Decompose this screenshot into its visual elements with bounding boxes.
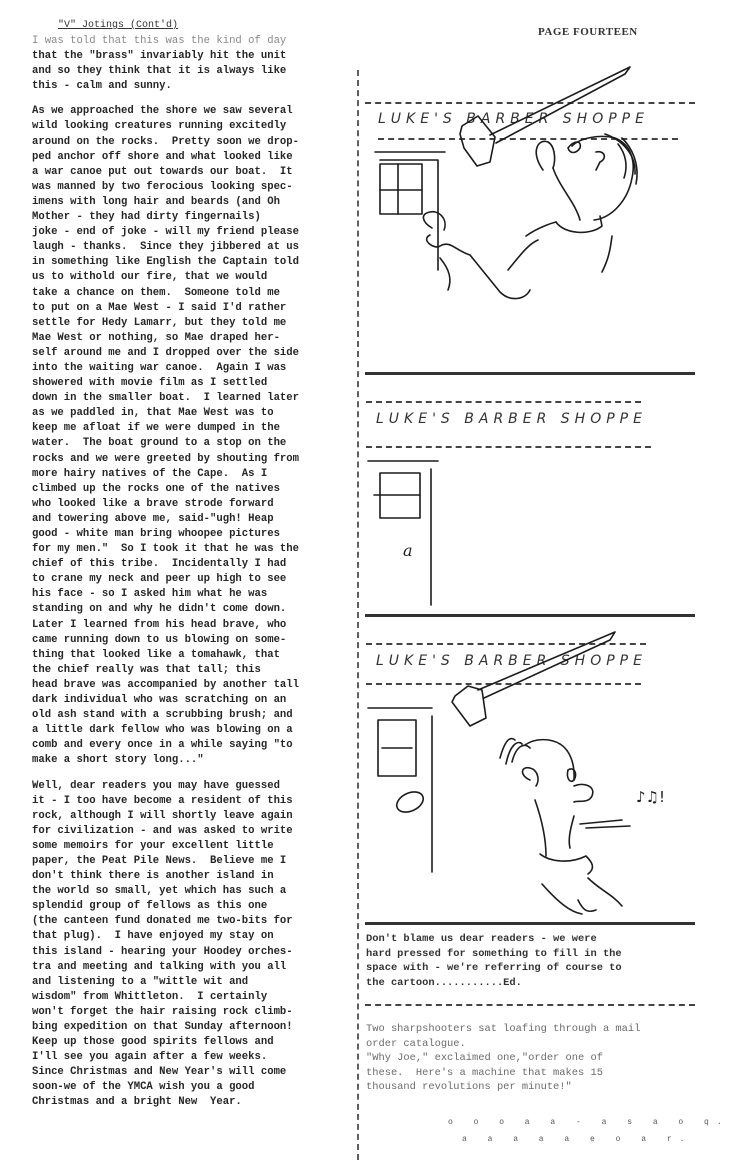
text-line: to put on a Mae West - I said I'd rather [32,301,287,314]
axe-head [452,686,486,726]
text-line: water. The boat ground to a stop on the [32,437,287,450]
text-line: imens with long hair and beards (and Oh [32,195,280,208]
text-line: into the waiting war canoe. Again I was [32,361,287,374]
window [380,164,422,214]
text-line: that the "brass" invariably hit the unit [32,50,287,63]
text-line: climbed up the rocks one of the natives [32,482,280,495]
text-line: head brave was accompanied by another tall [32,678,300,691]
text-line: the chief really was that tall; this [32,663,261,676]
text-line: Christmas and a bright New Year. [32,1096,242,1109]
text-line: some memoirs for your excellent little [32,839,274,852]
ornament-row-2: a a a a a e o a r. [462,1135,693,1144]
text-line: that plug). I have enjoyed my stay on [32,930,274,943]
text-line: Mother - they had dirty fingernails) [32,211,261,224]
text-line: order catalogue. [366,1037,466,1050]
note-separator [365,1004,695,1006]
arm [427,235,530,299]
text-line: the cartoon...........Ed. [366,976,522,989]
text-line: came running down to us blowing on some- [32,633,287,646]
nose [596,152,604,170]
axe-handle [478,632,615,698]
text-line: old ash stand with a scrubbing brush; and [32,709,293,722]
text-line: dark individual who was scratching on an [32,694,287,707]
ear [536,141,554,170]
text-line: comb and every once in a while saying "to [32,739,293,752]
text-line: splendid group of fellows as this one [32,900,268,913]
text-line: make a short story long..." [32,754,204,767]
text-line: Since Christmas and New Year's will come [32,1066,287,1079]
text-line: around on the rocks. Pretty soon we drop- [32,135,300,148]
cartoon-3-drawing [360,640,705,920]
text-line: us to withold our fire, that we would [32,271,268,284]
text-line: keep me afloat if we were dumped in the [32,422,280,435]
text-line: Don't blame us dear readers - we were [366,933,597,945]
text-line: laugh - thanks. Since they jibbered at us [32,241,300,254]
text-line: and listening to a "wittle wit and [32,975,249,988]
text-line: in something like English the Captain told [32,256,300,269]
text-line: settle for Hedy Lamarr, but they told me [32,316,287,329]
text-line: bing expedition on that Sunday afternoon! [32,1021,293,1033]
shirt [542,878,622,914]
cartoon-1-drawing [360,140,705,370]
article-column [32,34,354,1121]
text-line: for my men." So I took it that he was the [32,543,300,556]
text-line: "Why Joe," exclaimed one,"order one of [366,1052,603,1065]
text-line: a war canoe put out towards our boat. It [32,165,293,178]
door-knob-letter: a [403,541,413,560]
cartoon-1-sign: LUKE'S BARBER SHOPPE [378,111,649,127]
text-line: As we approached the shore we saw several [32,105,293,118]
axe-handle [490,67,630,143]
text-line: for civilization - and was asked to write [32,824,293,837]
text-line: it - I too have become a resident of this [32,794,293,807]
text-line: won't forget the hair raising rock climb- [32,1005,293,1018]
text-line: who looked like a brave strode forward [32,497,274,510]
article-paragraph-1 [32,34,354,94]
text-line: wild looking creatures running excitedly [32,120,287,133]
door-knob [394,788,427,816]
text-line: Well, dear readers you may have guessed [32,779,280,792]
cartoon-2-sign: LUKE'S BARBER SHOPPE [376,411,647,427]
cartoon-3-sign: LUKE'S BARBER SHOPPE [376,653,647,669]
sign-top-line [365,102,695,104]
cartoon-separator [365,372,695,375]
text-line: paper, the Peat Pile News. Believe me I [32,854,287,867]
text-line: tra and meeting and talking with you all [32,960,287,973]
hand [423,212,445,230]
text-line: joke - end of joke - will my friend please [32,226,300,239]
text-line: thousand revolutions per minute!" [366,1081,572,1094]
cartoon-2-drawing [360,455,705,605]
text-line: and towering above me, said-"ugh! Heap [32,512,274,525]
collar [540,854,592,874]
neck [535,800,574,856]
editor-note [366,932,622,990]
sleeve [440,258,450,290]
text-line: to crane my neck and peer up high to see [32,573,287,586]
text-line: Mae West or nothing, so Mae draped her- [32,331,280,344]
music-notes: ♪♫! [636,788,666,806]
page-number: PAGE FOURTEEN [538,26,638,38]
text-line: space with - we're referring of course to [366,962,622,975]
joke [366,1022,640,1095]
text-line: showered with movie film as I settled [32,377,268,390]
nose [574,784,593,802]
text-line: don't think there is another island in [32,870,274,883]
ear [523,768,539,786]
text-line: I was told that this was the kind of day [32,35,287,47]
cartoon-separator [365,922,695,925]
text-line: rock, although I will shortly leave again [32,809,293,822]
text-line: down in the smaller boat. I learned later [32,392,300,405]
text-line: a little dark fellow who was blowing on a [32,724,293,737]
text-line: hard pressed for something to fill in the [366,947,622,960]
text-line: was manned by two ferocious looking spec- [32,180,293,193]
text-line: and so they think that it is always like [32,65,287,78]
text-line: this island - hearing your Hoodey orches- [32,945,293,958]
text-line: rocks and we were greeted by shouting from [32,452,300,465]
text-line: Later I learned from his head brave, who [32,618,287,631]
text-line: Two sharpshooters sat loafing through a mail [366,1023,641,1035]
text-line: (the canteen fund donated me two-bits for [32,915,293,928]
text-line: standing on and why he didn't come down. [32,603,287,616]
text-line: these. Here's a machine that makes 15 [366,1066,603,1079]
article-paragraph-2 [32,104,354,768]
text-line: his face - so I asked him what he was [32,588,268,601]
text-line: I'll see you again after a few weeks. [32,1051,268,1064]
text-line: Keep up those good spirits fellows and [32,1036,274,1049]
column-divider [357,70,359,1160]
text-line: as we paddled in, that Mae West was to [32,407,274,420]
text-line: self around me and I dropped over the side [32,346,300,359]
text-line: thing that looked like a tomahawk, that [32,648,280,661]
whistle-lines [580,820,630,828]
text-line: wisdom" from Whittleton. I certainly [32,990,268,1003]
text-line: good - white man bring whoopee pictures [32,528,280,540]
text-line: ped anchor off shore and what looked like [32,150,293,163]
text-line: take a chance on them. Someone told me [32,286,280,299]
section-title: "V" Jotings (Cont'd) [58,20,179,31]
cartoon-separator [365,614,695,617]
text-line: the world so small, yet which has such a [32,885,287,898]
text-line: this - calm and sunny. [32,80,172,93]
article-paragraph-3 [32,779,354,1111]
ornament-row-1: o o o a a - a s a o q. [448,1118,730,1127]
text-line: soon-we of the YMCA wish you a good [32,1081,255,1094]
text-line: more hairy natives of the Cape. As I [32,467,268,480]
sign-bottom-line [366,446,651,448]
sign-top-line [366,401,641,403]
hair [500,739,560,764]
text-line: chief of this tribe. Incidentally I had [32,558,287,571]
